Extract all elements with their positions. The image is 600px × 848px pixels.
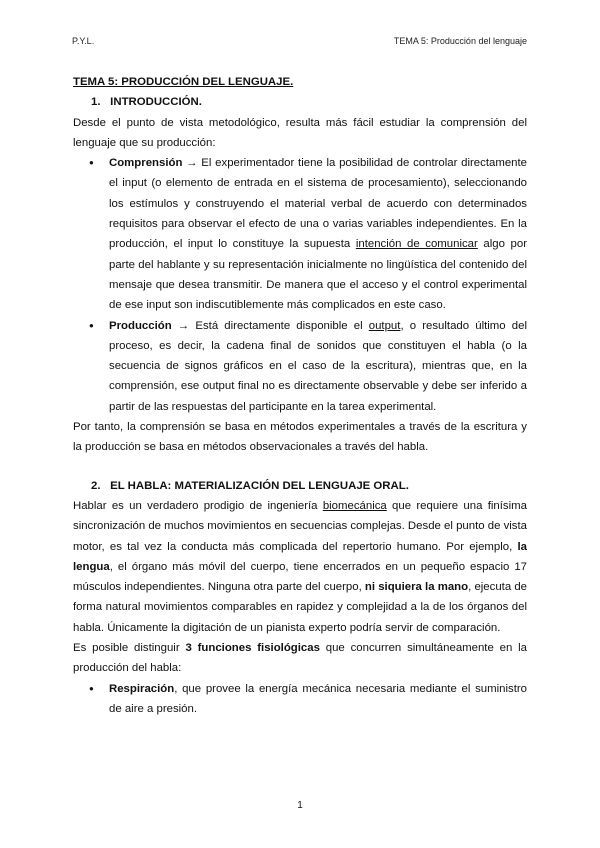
list-item-comprension bbox=[73, 153, 527, 315]
arrow: → bbox=[182, 157, 202, 170]
section-2-heading bbox=[73, 476, 527, 496]
section-2-number: 2. bbox=[91, 479, 101, 492]
respiracion-text: , que provee la energía mecánica necesaria mediante el suministro de aire a presión. bbox=[109, 682, 527, 715]
p1-text-d: , ejecuta de forma natural movimientos comparables en rapidez y complejidad a la de los órganos del habla. Únicamente la digitación de un pianista experto podría servir de comparación. bbox=[73, 581, 528, 634]
section-1-conclusion: Por tanto, la comprensión se basa en métodos experimentales a través de la escritura y la producción se basa en métodos observacionales a través del habla. bbox=[73, 421, 527, 454]
section-1-title: INTRODUCCIÓN. bbox=[110, 96, 202, 109]
p1-text-c: , el órgano más móvil del cuerpo, tiene encerrados en un pequeño espacio 17 músculos independientes. Ninguna otra parte del cuerpo, bbox=[73, 560, 527, 594]
section-1-list bbox=[73, 153, 527, 417]
page-number: 1 bbox=[297, 800, 303, 811]
term-produccion: Producción bbox=[109, 319, 172, 332]
section-2-paragraph-2 bbox=[73, 638, 527, 679]
list-item-respiracion bbox=[73, 679, 527, 720]
document-title: TEMA 5: PRODUCCIÓN DEL LENGUAJE. bbox=[73, 76, 294, 88]
bold-ni-siquiera-la-mano: ni siquiera la mano bbox=[364, 581, 469, 594]
term-comprension: Comprensión bbox=[109, 157, 183, 170]
bold-la-lengua: la lengua bbox=[73, 540, 527, 573]
section-1-number: 1. bbox=[91, 96, 101, 109]
underlined-biomecanica: biomecánica bbox=[322, 499, 387, 512]
p2-text-b: que concurren simultáneamente en la producción del habla: bbox=[73, 642, 527, 675]
underlined-phrase: intención de comunicar bbox=[355, 238, 478, 251]
section-2-paragraph-1 bbox=[73, 496, 527, 638]
underlined-output: output bbox=[368, 319, 401, 332]
produccion-text-b: , o resultado último del proceso, es decir, la cadena final de sonidos que constituyen el habla (o la secuencia de signos gráficos en el caso de la escritura), mientras que, en la comprensión, ese output final no es directamente observable y debe ser inferido a partir de las respuestas del participante en la tarea experimental. bbox=[109, 319, 527, 413]
comprension-text-a: El experimentador tiene la posibilidad de controlar directamente el input (o elemento de entrada en el sistema de procesamiento), seleccionando los estímulos y construyendo el material verbal de acuerdo con determinados requisitos para observar el efecto de una o varias variables independientes. En la producción, el input lo constituye la supuesta bbox=[109, 157, 527, 251]
spacer bbox=[73, 458, 527, 476]
section-1-heading bbox=[73, 92, 527, 112]
bold-funciones: 3 funciones fisiológicas bbox=[185, 642, 320, 655]
list-item-produccion bbox=[73, 316, 527, 417]
term-respiracion: Respiración bbox=[109, 682, 175, 695]
document-body bbox=[73, 72, 527, 719]
section-2-title: EL HABLA: MATERIALIZACIÓN DEL LENGUAJE ORAL. bbox=[110, 479, 409, 492]
p1-text-a: Hablar es un verdadero prodigio de ingeniería bbox=[73, 499, 323, 512]
produccion-text-a: Está directamente disponible el bbox=[195, 319, 369, 332]
comprension-text-b: algo por parte del hablante y su representación inicialmente no lingüística del contenido del mensaje que desea transmitir. De manera que el acceso y el control experimental de ese input son indiscutiblemente más complicados en este caso. bbox=[109, 238, 528, 312]
section-2-list bbox=[73, 679, 527, 720]
p1-text-b: que requiere una finísima sincronización de muchos movimientos en secuencias complejas. Desde el punto de vista motor, es tal vez la conducta más complicada del repertorio humano. Por ejemplo, bbox=[73, 499, 527, 553]
header-topic: TEMA 5: Producción del lenguaje bbox=[393, 36, 527, 46]
header-author: P.Y.L. bbox=[72, 36, 95, 46]
arrow: → bbox=[171, 319, 196, 332]
p2-text-a: Es posible distinguir bbox=[73, 642, 186, 655]
section-1-intro: Desde el punto de vista metodológico, resulta más fácil estudiar la comprensión del lenguaje que su producción: bbox=[73, 116, 527, 149]
